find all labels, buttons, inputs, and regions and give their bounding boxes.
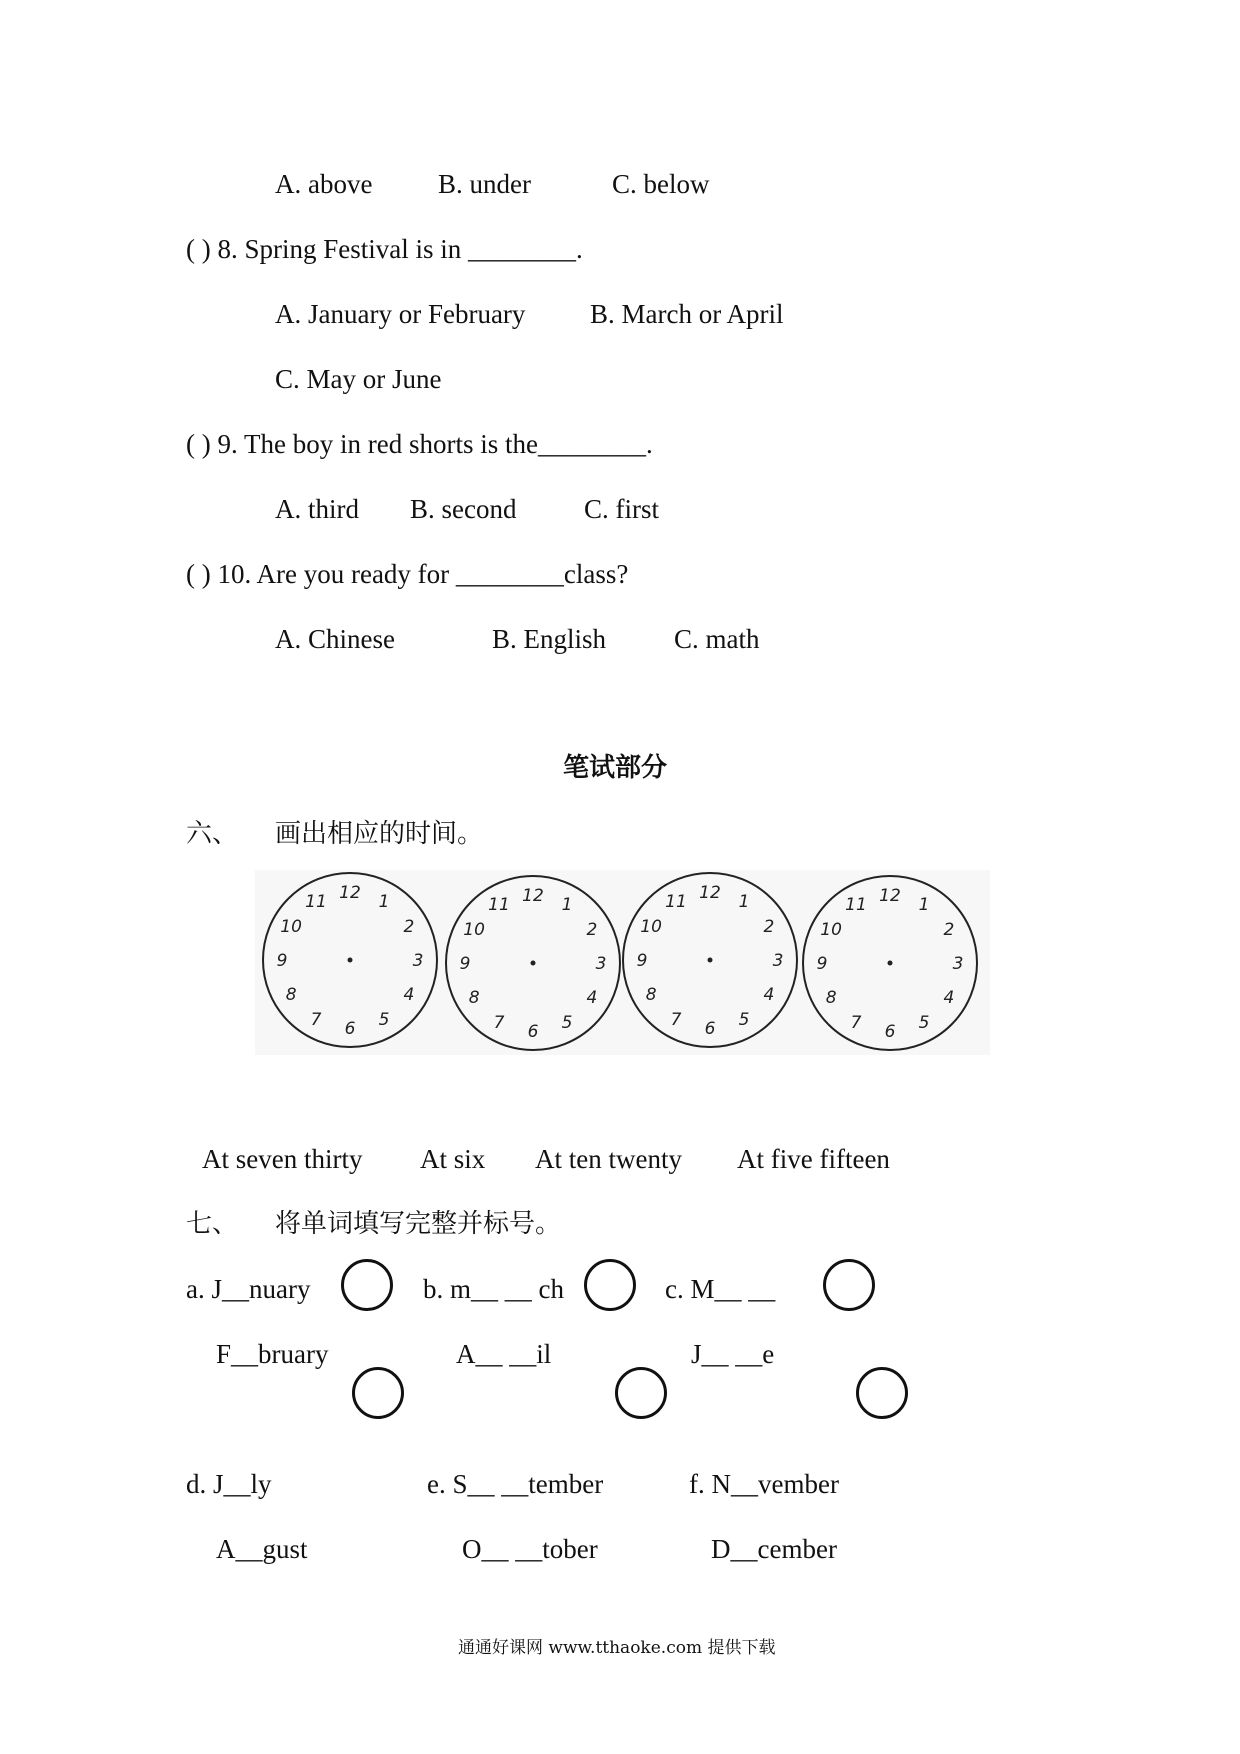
part7-instruction: 将单词填写完整并标号。: [275, 1209, 562, 1239]
clock-number: 2: [586, 920, 598, 940]
clock-number: 7: [850, 1012, 862, 1033]
clock-number: 7: [670, 1009, 682, 1030]
q10-option-a: A. Chinese: [275, 624, 395, 654]
clock-number: 1: [561, 895, 573, 916]
answer-circle[interactable]: [341, 1259, 393, 1311]
clock-number: 2: [403, 917, 415, 937]
clock-number: 6: [884, 1022, 896, 1042]
q10-option-c: C. math: [674, 624, 760, 654]
clock-number: 10: [820, 920, 842, 940]
clock-number: 4: [943, 988, 955, 1008]
word-a-1: a. J__nuary: [186, 1274, 311, 1304]
clock-number: 6: [344, 1019, 356, 1039]
clock-face: [623, 873, 797, 1047]
section-title: 笔试部分: [563, 753, 668, 783]
clock-number: 4: [586, 988, 598, 1008]
answer-circle[interactable]: [352, 1367, 404, 1419]
clock-number: 3: [952, 954, 964, 974]
clock-number: 11: [845, 895, 867, 916]
clock-number: 8: [825, 988, 837, 1008]
clock-faces-image: [255, 870, 990, 1055]
q7-option-a: A. above: [275, 169, 373, 199]
word-c-1: c. M__ __: [665, 1274, 776, 1304]
clock-number: 6: [527, 1022, 539, 1042]
q8-option-a: A. January or February: [275, 299, 526, 329]
word-b-2: A__ __il: [456, 1339, 552, 1369]
clock-number: 6: [704, 1019, 716, 1039]
clock-number: 5: [918, 1012, 930, 1033]
q9-option-c: C. first: [584, 494, 660, 524]
word-f-2: D__cember: [711, 1534, 837, 1564]
q10-option-b: B. English: [492, 624, 607, 654]
clock-face: [803, 876, 977, 1050]
clock-number: 4: [763, 985, 775, 1005]
footer: 通通好课网 www.tthaoke.com 提供下载: [458, 1638, 776, 1658]
clock-number: 3: [772, 951, 784, 971]
q9-option-b: B. second: [410, 494, 517, 524]
clock-number: 8: [468, 988, 480, 1008]
clock-number: 12: [879, 886, 901, 906]
answer-circle[interactable]: [856, 1367, 908, 1419]
part6-number: 六、: [186, 819, 239, 849]
word-b-1: b. m__ __ ch: [423, 1274, 564, 1304]
q9-option-a: A. third: [275, 494, 359, 524]
clock-number: 11: [488, 895, 510, 916]
clock-number: 1: [738, 892, 750, 913]
clock-number: 12: [339, 883, 361, 903]
clock-center-dot: [348, 958, 353, 963]
clock-number: 9: [816, 954, 828, 974]
clock-number: 10: [640, 917, 662, 937]
part6-instruction: 画出相应的时间。: [275, 819, 484, 849]
q10-stem: ( ) 10. Are you ready for ________class?: [186, 559, 629, 589]
clock-number: 1: [378, 892, 390, 913]
clock-number: 3: [595, 954, 607, 974]
time-label-2: At six: [420, 1144, 486, 1174]
clock-number: 2: [763, 917, 775, 937]
clock-faces: [255, 870, 990, 1055]
clock-number: 5: [561, 1012, 573, 1033]
clock-number: 12: [699, 883, 721, 903]
answer-circle[interactable]: [823, 1259, 875, 1311]
clock-face: [446, 876, 620, 1050]
clock-number: 8: [645, 985, 657, 1005]
clock-number: 11: [305, 892, 327, 913]
clock-number: 9: [459, 954, 471, 974]
clock-number: 8: [285, 985, 297, 1005]
clock-center-dot: [531, 961, 536, 966]
word-d-2: A__gust: [216, 1534, 308, 1564]
time-label-4: At five fifteen: [737, 1144, 890, 1174]
q7-option-c: C. below: [612, 169, 710, 199]
q8-option-b: B. March or April: [590, 299, 784, 329]
q9-stem: ( ) 9. The boy in red shorts is the________.: [186, 429, 653, 459]
clock-center-dot: [888, 961, 893, 966]
q8-option-c: C. May or June: [275, 364, 442, 394]
clock-number: 7: [493, 1012, 505, 1033]
clock-number: 9: [276, 951, 288, 971]
time-label-1: At seven thirty: [202, 1144, 363, 1174]
clock-number: 2: [943, 920, 955, 940]
clock-number: 4: [403, 985, 415, 1005]
clock-number: 5: [378, 1009, 390, 1030]
word-f-1: f. N__vember: [689, 1469, 839, 1499]
q7-option-b: B. under: [438, 169, 531, 199]
clock-face: [263, 873, 437, 1047]
clock-number: 11: [665, 892, 687, 913]
clock-number: 12: [522, 886, 544, 906]
part7-number: 七、: [186, 1209, 239, 1239]
clock-number: 5: [738, 1009, 750, 1030]
clock-number: 10: [280, 917, 302, 937]
clock-number: 1: [918, 895, 930, 916]
word-a-2: F__bruary: [216, 1339, 329, 1369]
word-c-2: J__ __e: [691, 1339, 775, 1369]
word-e-2: O__ __tober: [462, 1534, 598, 1564]
clock-number: 9: [636, 951, 648, 971]
clock-center-dot: [708, 958, 713, 963]
word-e-1: e. S__ __tember: [427, 1469, 604, 1499]
clock-number: 10: [463, 920, 485, 940]
word-d-1: d. J__ly: [186, 1469, 272, 1499]
clock-number: 3: [412, 951, 424, 971]
time-label-3: At ten twenty: [535, 1144, 682, 1174]
answer-circle[interactable]: [584, 1259, 636, 1311]
answer-circle[interactable]: [615, 1367, 667, 1419]
q8-stem: ( ) 8. Spring Festival is in ________.: [186, 234, 583, 264]
clock-number: 7: [310, 1009, 322, 1030]
